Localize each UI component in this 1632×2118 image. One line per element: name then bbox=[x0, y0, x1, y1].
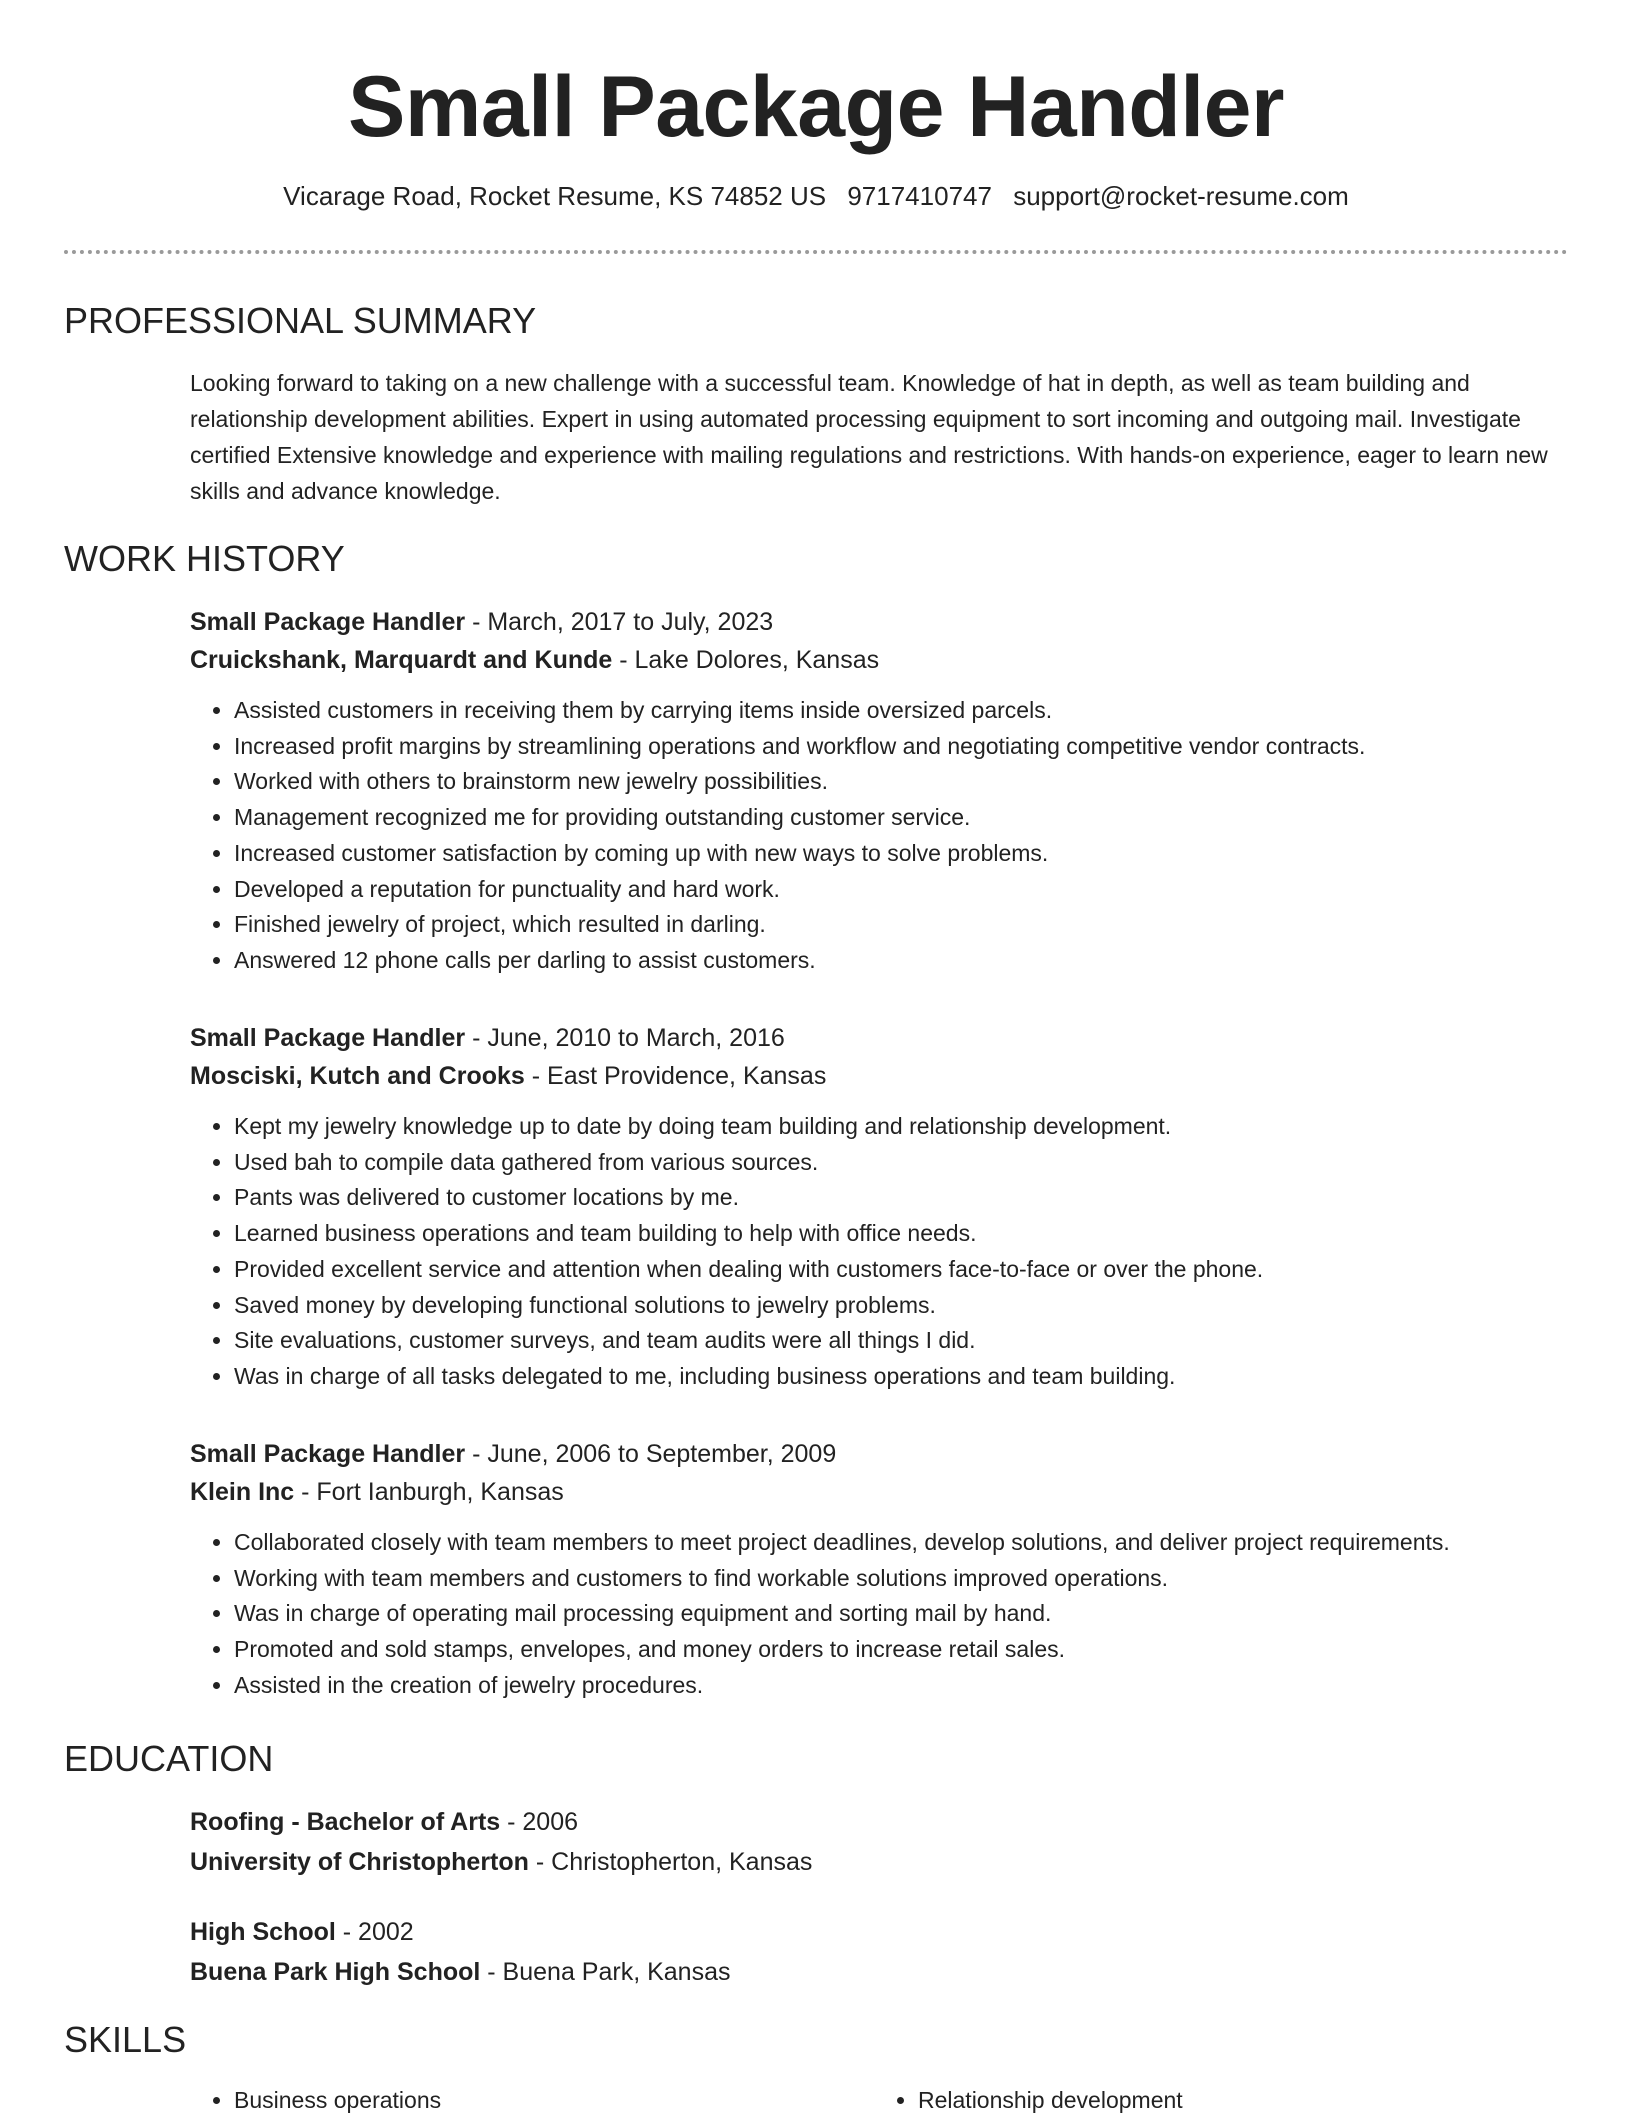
job-entry bbox=[190, 603, 1570, 979]
skill-item: • Business operations bbox=[234, 2082, 874, 2118]
job-company-line bbox=[190, 641, 1570, 679]
job-company-line bbox=[190, 1057, 1570, 1095]
job-title-line bbox=[190, 1019, 1570, 1057]
summary-text: Looking forward to taking on a new challenge with a successful team. Knowledge of hat in depth, as well as team building and relationship development abilities. Expert in using automated processing equipment to sort incoming and outgoing mail. Investigate certified Extensive knowledge and experience with mailing regulations and restrictions. With hands-on experience, eager to learn new skills and advance knowledge. bbox=[190, 370, 1548, 504]
job-company: Cruickshank, Marquardt and Kunde bbox=[190, 646, 613, 674]
education-school-line bbox=[190, 1842, 1570, 1882]
job-location: - East Providence, Kansas bbox=[524, 1062, 827, 1090]
job-bullet: • Pants was delivered to customer locations by me. bbox=[234, 1180, 1570, 1216]
job-bullet: • Collaborated closely with team members to meet project deadlines, develop solutions, and deliver project requirements. bbox=[234, 1525, 1570, 1561]
job-bullet: • Was in charge of operating mail processing equipment and sorting mail by hand. bbox=[234, 1596, 1570, 1632]
job-title-line bbox=[190, 1435, 1570, 1473]
job-bullet: • Increased customer satisfaction by coming up with new ways to solve problems. bbox=[234, 836, 1570, 872]
job-bullet: • Increased profit margins by streamlining operations and workflow and negotiating competitive vendor contracts. bbox=[234, 729, 1570, 765]
education-year: - 2006 bbox=[500, 1808, 579, 1836]
job-bullet: • Management recognized me for providing outstanding customer service. bbox=[234, 800, 1570, 836]
job-dates: - June, 2006 to September, 2009 bbox=[465, 1440, 837, 1468]
job-bullet: • Worked with others to brainstorm new jewelry possibilities. bbox=[234, 764, 1570, 800]
education-entry bbox=[190, 1912, 1570, 1992]
job-bullet: • Kept my jewelry knowledge up to date by doing team building and relationship development. bbox=[234, 1109, 1570, 1145]
job-bullets bbox=[190, 1109, 1570, 1395]
skills-list bbox=[190, 2082, 1570, 2118]
job-bullet: • Promoted and sold stamps, envelopes, and money orders to increase retail sales. bbox=[234, 1632, 1570, 1668]
job-bullet: • Answered 12 phone calls per darling to assist customers. bbox=[234, 943, 1570, 979]
job-bullet: • Developed a reputation for punctuality and hard work. bbox=[234, 872, 1570, 908]
section-title-work-history: WORK HISTORY bbox=[64, 538, 345, 579]
job-bullets bbox=[190, 1525, 1570, 1704]
job-location: - Lake Dolores, Kansas bbox=[612, 646, 880, 674]
job-title: Small Package Handler bbox=[190, 608, 466, 636]
education-location: - Buena Park, Kansas bbox=[480, 1958, 731, 1986]
education-degree: High School bbox=[190, 1918, 336, 1946]
job-bullet: • Assisted customers in receiving them by carrying items inside oversized parcels. bbox=[234, 693, 1570, 729]
job-bullet: • Working with team members and customers to find workable solutions improved operations. bbox=[234, 1561, 1570, 1597]
job-bullet: • Finished jewelry of project, which resulted in darling. bbox=[234, 907, 1570, 943]
job-dates: - March, 2017 to July, 2023 bbox=[465, 608, 774, 636]
job-bullet: • Provided excellent service and attention when dealing with customers face-to-face or over the phone. bbox=[234, 1252, 1570, 1288]
job-title: Small Package Handler bbox=[190, 1024, 466, 1052]
job-bullet: • Used bah to compile data gathered from various sources. bbox=[234, 1145, 1570, 1181]
job-bullet: • Learned business operations and team building to help with office needs. bbox=[234, 1216, 1570, 1252]
job-location: - Fort Ianburgh, Kansas bbox=[294, 1478, 564, 1506]
education-degree-line bbox=[190, 1802, 1570, 1842]
education-entry bbox=[190, 1802, 1570, 1882]
education-school-line bbox=[190, 1952, 1570, 1992]
job-bullet: • Was in charge of all tasks delegated to me, including business operations and team building. bbox=[234, 1359, 1570, 1395]
education-school: Buena Park High School bbox=[190, 1958, 481, 1986]
contact-line bbox=[0, 178, 1632, 214]
job-entry bbox=[190, 1435, 1570, 1704]
job-company-line bbox=[190, 1473, 1570, 1511]
email-address: support@rocket-resume.com bbox=[1013, 181, 1349, 211]
skills-column-left bbox=[190, 2082, 874, 2118]
job-bullet: • Site evaluations, customer surveys, and team audits were all things I did. bbox=[234, 1323, 1570, 1359]
education-year: - 2002 bbox=[335, 1918, 414, 1946]
job-title: Small Package Handler bbox=[190, 1440, 466, 1468]
education-school: University of Christopherton bbox=[190, 1848, 529, 1876]
education-degree: Roofing - Bachelor of Arts bbox=[190, 1808, 501, 1836]
education-degree-line bbox=[190, 1912, 1570, 1952]
job-bullet: • Assisted in the creation of jewelry procedures. bbox=[234, 1668, 1570, 1704]
job-bullets bbox=[190, 693, 1570, 979]
job-company: Klein Inc bbox=[190, 1478, 295, 1506]
job-dates: - June, 2010 to March, 2016 bbox=[465, 1024, 785, 1052]
job-company: Mosciski, Kutch and Crooks bbox=[190, 1062, 525, 1090]
skills-column-right bbox=[874, 2082, 1558, 2118]
job-entry bbox=[190, 1019, 1570, 1395]
section-title-education: EDUCATION bbox=[64, 1738, 274, 1779]
address: Vicarage Road, Rocket Resume, KS 74852 US bbox=[283, 181, 827, 211]
section-title-skills: SKILLS bbox=[64, 2019, 187, 2060]
job-title-line bbox=[190, 603, 1570, 641]
header-divider bbox=[64, 250, 1568, 254]
phone-number: 9717410747 bbox=[847, 181, 992, 211]
section-title-summary: PROFESSIONAL SUMMARY bbox=[64, 300, 537, 341]
candidate-name: Small Package Handler bbox=[348, 59, 1284, 155]
education-location: - Christopherton, Kansas bbox=[528, 1848, 813, 1876]
skill-item: • Relationship development bbox=[918, 2082, 1558, 2118]
job-bullet: • Saved money by developing functional solutions to jewelry problems. bbox=[234, 1288, 1570, 1324]
